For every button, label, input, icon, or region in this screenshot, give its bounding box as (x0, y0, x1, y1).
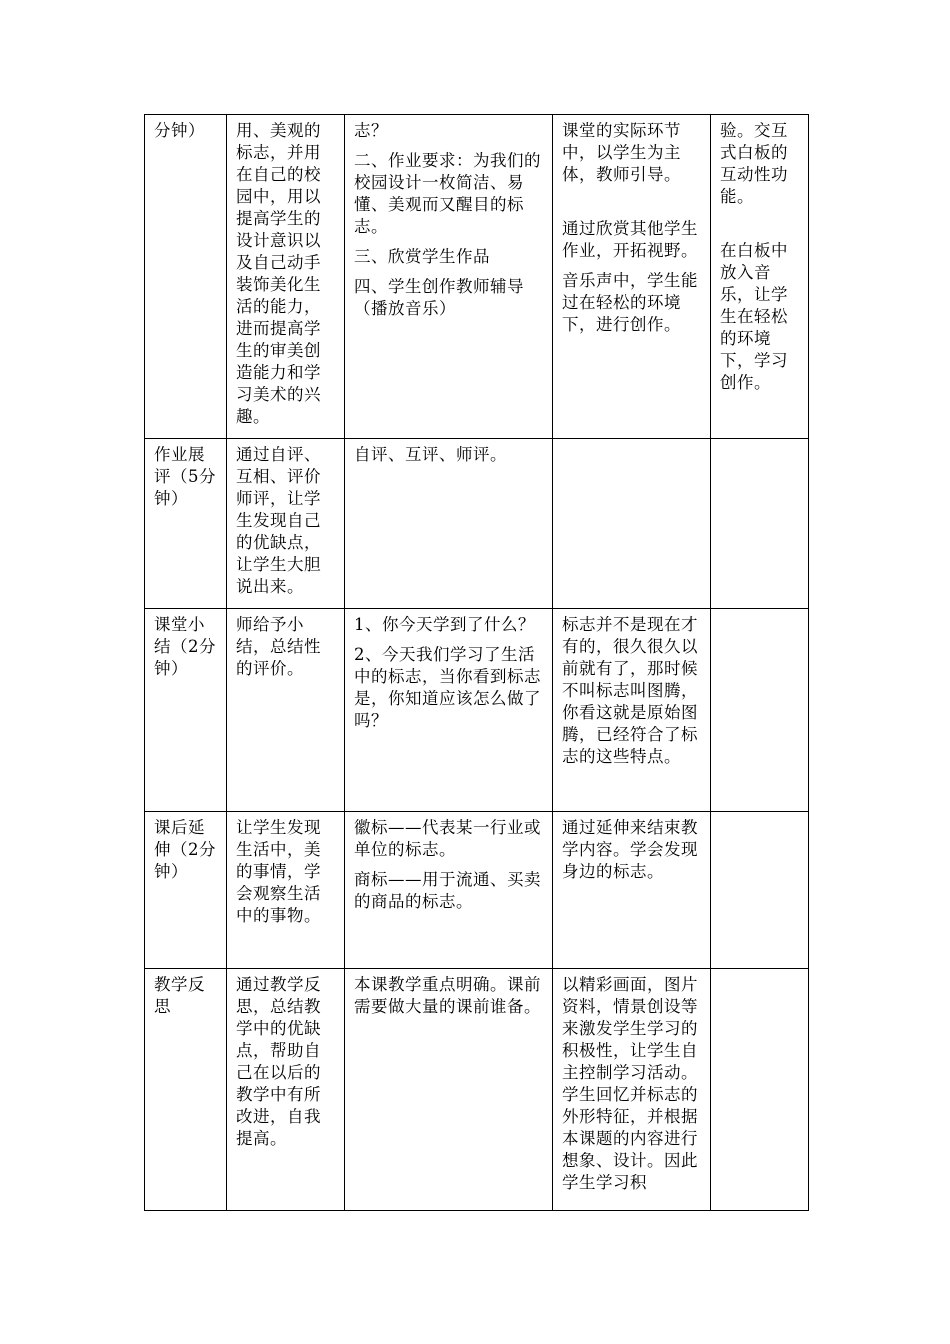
tech-paragraph: 验。交互式白板的互动性功能。 (720, 121, 788, 206)
table-row (145, 812, 809, 969)
intent-cell (553, 439, 711, 609)
goal-cell (227, 609, 345, 812)
intent-paragraph: 标志并不是现在才有的，很久很久以前就有了，那时候不叫标志叫图腾，你看这就是原始图腾，已经符合了标志的这些特点。 (562, 615, 698, 766)
activity-paragraph: 志？ (354, 121, 388, 140)
intent-paragraph: 通过延伸来结束教学内容。学会发现身边的标志。 (562, 818, 698, 881)
goal-cell (227, 115, 345, 439)
stage-cell (145, 439, 227, 609)
intent-paragraph: 以精彩画面，图片资料，情景创设等来激发学生学习的积极性，让学生自主控制学习活动。学生回忆并标志的外形特征，并根据本课题的内容进行想象、设计。因此学生学习积 (562, 975, 698, 1192)
stage-text: 分钟） (154, 121, 205, 140)
activity-paragraph: 1、你今天学到了什么？ (354, 615, 535, 634)
stage-text: 作业展评（5分钟） (154, 445, 216, 508)
tech-cell (711, 439, 809, 609)
table-row (145, 969, 809, 1211)
goal-text: 通过自评、互相、评价师评，让学生发现自己的优缺点，让学生大胆说出来。 (236, 445, 321, 596)
intent-paragraph: 音乐声中，学生能过在轻松的环境下，进行创作。 (562, 271, 698, 334)
intent-paragraph: 通过欣赏其他学生作业，开拓视野。 (562, 219, 698, 260)
tech-cell (711, 812, 809, 969)
activity-paragraph: 本课教学重点明确。课前需要做大量的课前谁备。 (354, 975, 541, 1016)
stage-text: 课后延伸（2分钟） (154, 818, 216, 881)
goal-text: 师给予小结，总结性的评价。 (236, 615, 321, 678)
tech-cell (711, 115, 809, 439)
goal-text: 让学生发现生活中，美的事情，学会观察生活中的事物。 (236, 818, 321, 925)
goal-cell (227, 969, 345, 1211)
tech-paragraph: 在白板中放入音乐，让学生在轻松的环境下，学习创作。 (720, 241, 788, 392)
stage-cell (145, 969, 227, 1211)
stage-cell (145, 812, 227, 969)
table-row (145, 439, 809, 609)
activity-cell (345, 969, 553, 1211)
goal-text: 用、美观的标志，并用在自己的校园中，用以提高学生的设计意识以及自己动手装饰美化生活的能力，进而提高学生的审美创造能力和学习美术的兴趣。 (236, 121, 321, 426)
goal-text: 通过教学反思，总结教学中的优缺点，帮助自己在以后的教学中有所改进，自我提高。 (236, 975, 321, 1148)
intent-cell (553, 115, 711, 439)
intent-cell (553, 812, 711, 969)
tech-cell (711, 969, 809, 1211)
activity-cell (345, 115, 553, 439)
activity-paragraph: 徽标——代表某一行业或单位的标志。 (354, 818, 541, 859)
stage-cell (145, 115, 227, 439)
goal-cell (227, 439, 345, 609)
table-row (145, 115, 809, 439)
intent-paragraph: 课堂的实际环节中，以学生为主体，教师引导。 (562, 121, 681, 184)
stage-text: 教学反思 (154, 975, 205, 1016)
lesson-plan-table (144, 114, 809, 1211)
activity-paragraph: 2、今天我们学习了生活中的标志，当你看到标志是，你知道应该怎么做了吗？ (354, 645, 541, 730)
stage-text: 课堂小结（2分钟） (154, 615, 216, 678)
activity-paragraph: 三、欣赏学生作品 (354, 247, 490, 266)
activity-paragraph: 商标——用于流通、买卖的商品的标志。 (354, 870, 541, 911)
intent-cell (553, 609, 711, 812)
table-row (145, 609, 809, 812)
stage-cell (145, 609, 227, 812)
activity-paragraph: 自评、互评、师评。 (354, 445, 507, 464)
tech-cell (711, 609, 809, 812)
goal-cell (227, 812, 345, 969)
activity-paragraph: 二、作业要求：为我们的校园设计一枚简洁、易懂、美观而又醒目的标志。 (354, 151, 541, 236)
activity-cell (345, 812, 553, 969)
activity-cell (345, 609, 553, 812)
intent-cell (553, 969, 711, 1211)
activity-cell (345, 439, 553, 609)
activity-paragraph: 四、学生创作教师辅导（播放音乐） (354, 277, 524, 318)
